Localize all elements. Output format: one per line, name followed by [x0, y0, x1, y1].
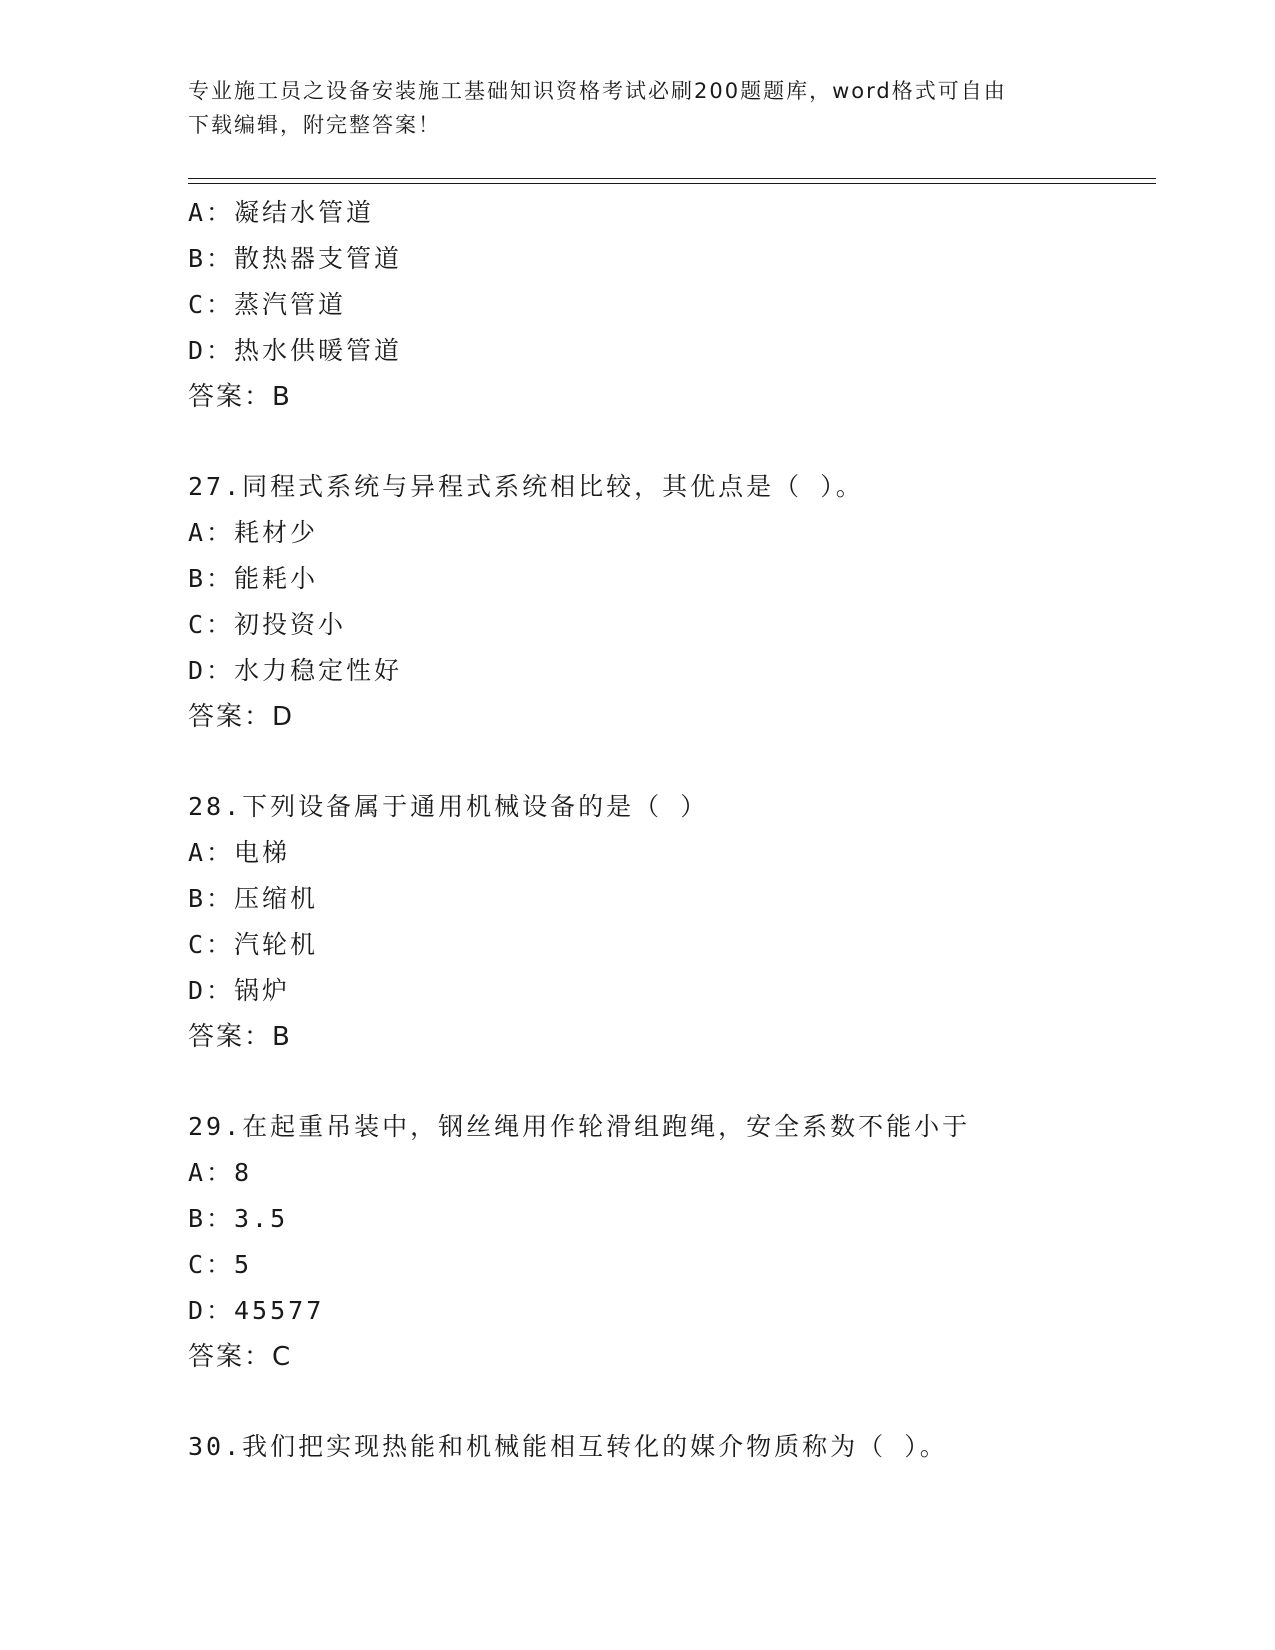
- header-divider-top: [188, 178, 1156, 179]
- option-key: B：: [188, 884, 235, 913]
- option-a: [188, 830, 1156, 876]
- option-b: [188, 1196, 1156, 1242]
- option-d: [188, 328, 1156, 374]
- spacer: [188, 1380, 1156, 1424]
- option-key: B：: [188, 564, 235, 593]
- option-key: A：: [188, 1158, 235, 1187]
- answer-label: 答案：: [188, 1022, 273, 1052]
- option-key: D：: [188, 976, 235, 1005]
- option-a: [188, 510, 1156, 556]
- option-b: [188, 236, 1156, 282]
- answer-value: B: [272, 382, 292, 412]
- option-d: [188, 1288, 1156, 1334]
- answer-value: D: [272, 702, 295, 732]
- option-text: 蒸汽管道: [234, 290, 347, 319]
- question-text: 28.下列设备属于通用机械设备的是（ ）: [188, 792, 709, 821]
- option-text: 5: [234, 1250, 253, 1279]
- option-key: B：: [188, 1204, 235, 1233]
- header-line-2: 下载编辑，附完整答案！: [188, 113, 441, 137]
- option-text: 压缩机: [234, 884, 319, 913]
- option-key: A：: [188, 518, 235, 547]
- option-text: 汽轮机: [234, 930, 319, 959]
- option-key: A：: [188, 198, 235, 227]
- header-divider-bottom: [188, 183, 1156, 184]
- option-c: [188, 602, 1156, 648]
- question-text: 30.我们把实现热能和机械能相互转化的媒介物质称为（ ）。: [188, 1432, 948, 1461]
- option-text: 凝结水管道: [234, 198, 375, 227]
- header-line-1: 专业施工员之设备安装施工基础知识资格考试必刷200题题库，word格式可自由: [188, 79, 1007, 103]
- answer-line: [188, 1014, 1156, 1060]
- document-header: [188, 74, 1108, 142]
- option-text: 电梯: [234, 838, 291, 867]
- question-block-28: [188, 784, 1156, 1060]
- option-text: 8: [234, 1158, 253, 1187]
- option-a: [188, 1150, 1156, 1196]
- option-c: [188, 922, 1156, 968]
- option-key: D：: [188, 1296, 235, 1325]
- spacer: [188, 740, 1156, 784]
- answer-line: [188, 1334, 1156, 1380]
- answer-line: [188, 694, 1156, 740]
- option-text: 初投资小: [234, 610, 347, 639]
- option-a: [188, 190, 1156, 236]
- answer-label: 答案：: [188, 702, 273, 732]
- spacer: [188, 420, 1156, 464]
- option-text: 45577: [234, 1296, 325, 1325]
- option-key: D：: [188, 336, 235, 365]
- question-text: 29.在起重吊装中，钢丝绳用作轮滑组跑绳，安全系数不能小于: [188, 1112, 971, 1141]
- question-block-29: [188, 1104, 1156, 1380]
- question-block-30: [188, 1424, 1156, 1470]
- option-text: 3.5: [234, 1204, 289, 1233]
- option-key: C：: [188, 290, 235, 319]
- option-d: [188, 648, 1156, 694]
- option-key: C：: [188, 610, 235, 639]
- option-text: 能耗小: [234, 564, 319, 593]
- answer-label: 答案：: [188, 1342, 273, 1372]
- option-text: 水力稳定性好: [234, 656, 403, 685]
- option-key: C：: [188, 930, 235, 959]
- option-key: B：: [188, 244, 235, 273]
- option-text: 锅炉: [234, 976, 291, 1005]
- option-text: 耗材少: [234, 518, 319, 547]
- option-key: A：: [188, 838, 235, 867]
- answer-line: [188, 374, 1156, 420]
- answer-value: C: [272, 1342, 293, 1372]
- answer-value: B: [272, 1022, 292, 1052]
- spacer: [188, 1060, 1156, 1104]
- option-b: [188, 556, 1156, 602]
- question-block-26: [188, 190, 1156, 420]
- option-c: [188, 282, 1156, 328]
- question-block-27: [188, 464, 1156, 740]
- question-text: 27.同程式系统与异程式系统相比较，其优点是（ ）。: [188, 472, 864, 501]
- option-key: C：: [188, 1250, 235, 1279]
- option-text: 热水供暖管道: [234, 336, 403, 365]
- answer-label: 答案：: [188, 382, 273, 412]
- option-key: D：: [188, 656, 235, 685]
- question-list: [188, 190, 1156, 1470]
- option-text: 散热器支管道: [234, 244, 403, 273]
- option-b: [188, 876, 1156, 922]
- option-c: [188, 1242, 1156, 1288]
- option-d: [188, 968, 1156, 1014]
